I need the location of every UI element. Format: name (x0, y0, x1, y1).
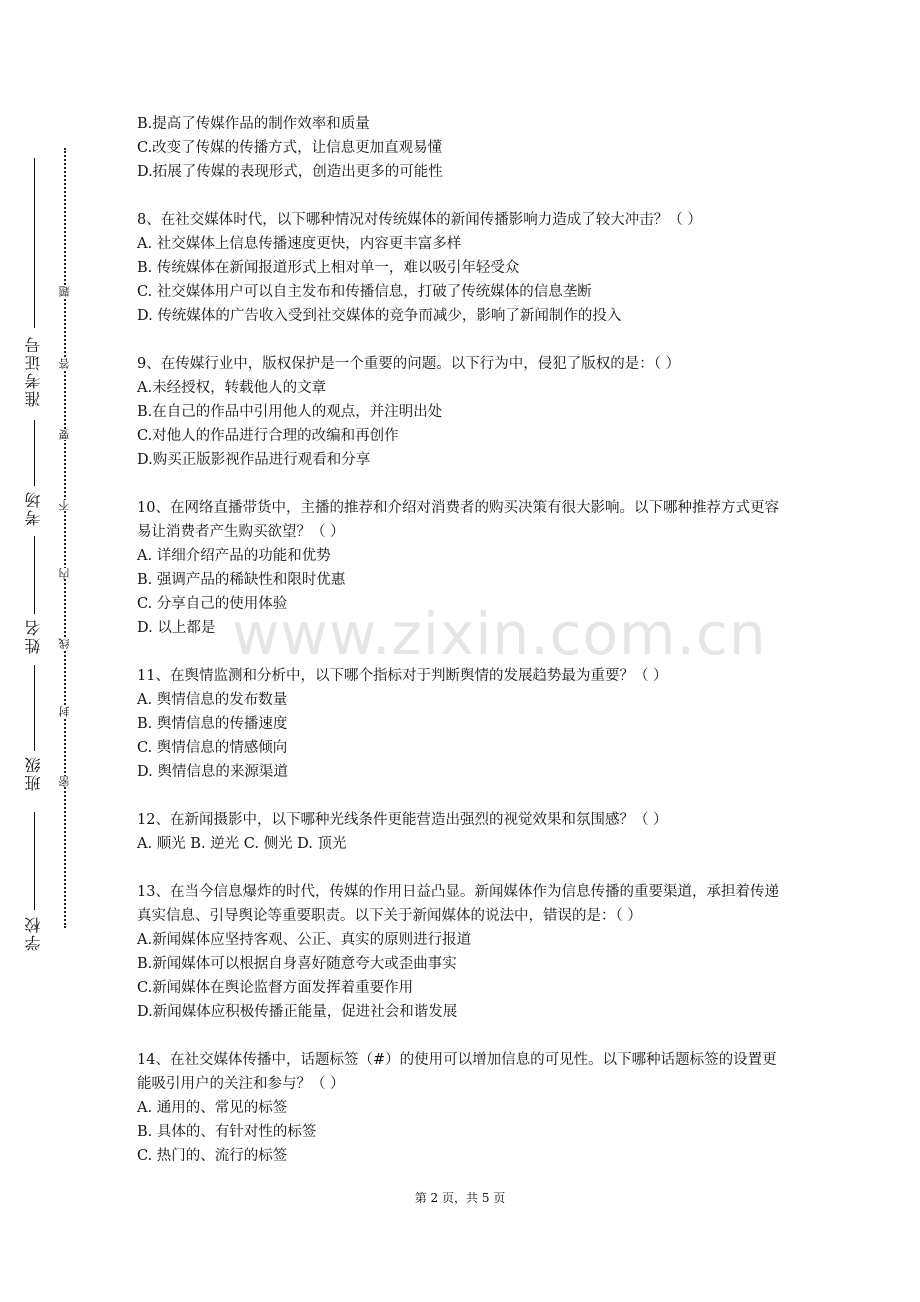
seal-char: 不 (58, 500, 71, 511)
option-line: C.新闻媒体在舆论监督方面发挥着重要作用 (137, 980, 414, 996)
name-label: 姓名 (24, 618, 43, 654)
option-line: C. 社交媒体用户可以自主发布和传播信息，打破了传统媒体的信息垄断 (137, 284, 592, 300)
question-stem: 8、在社交媒体时代，以下哪种情况对传统媒体的新闻传播影响力造成了较大冲击？（ ） (137, 212, 702, 228)
exam-room-label: 考场 (24, 490, 43, 526)
school-line (34, 812, 35, 910)
seal-char: 内 (58, 568, 71, 579)
exam-number-line (34, 158, 35, 328)
option-line: B. 具体的、有针对性的标签 (137, 1124, 317, 1140)
seal-char: 答 (58, 358, 71, 369)
option-line: C. 热门的、流行的标签 (137, 1148, 288, 1164)
question-stem: 12、在新闻摄影中，以下哪种光线条件更能营造出强烈的视觉效果和氛围感？（ ） (137, 812, 668, 828)
option-line: C. 分享自己的使用体验 (137, 596, 288, 612)
question-stem: 14、在社交媒体传播中，话题标签（#）的使用可以增加信息的可见性。以下哪种话题标签的设置更能吸引用户的关注和参与？（ ） (137, 1052, 777, 1092)
option-line: A. 顺光 B. 逆光 C. 侧光 D. 顶光 (137, 836, 347, 852)
seal-dotted-line (64, 148, 66, 928)
option-line: A. 通用的、常见的标签 (137, 1100, 288, 1116)
option-line: B.提高了传媒作品的制作效率和质量 (137, 116, 370, 132)
option-line: D. 以上都是 (137, 620, 216, 636)
option-line: A. 舆情信息的发布数量 (137, 692, 288, 708)
option-line: C. 舆情信息的情感倾向 (137, 740, 288, 756)
class-label: 班级 (24, 755, 43, 791)
school-label: 学校 (24, 915, 43, 951)
option-line: D. 传统媒体的广告收入受到社交媒体的竞争而减少，影响了新闻制作的投入 (137, 308, 622, 324)
option-line: D.购买正版影视作品进行观看和分享 (137, 452, 371, 468)
class-line (34, 665, 35, 751)
seal-char: 封 (58, 706, 71, 717)
exam-content (137, 112, 787, 1168)
option-line: D. 舆情信息的来源渠道 (137, 764, 288, 780)
option-line: C.改变了传媒的传播方式，让信息更加直观易懂 (137, 140, 443, 156)
option-line: B. 舆情信息的传播速度 (137, 716, 288, 732)
option-line: A.未经授权，转载他人的文章 (137, 380, 327, 396)
question-stem: 10、在网络直播带货中，主播的推荐和介绍对消费者的购买决策有很大影响。以下哪种推荐方式更容易让消费者产生购买欲望？（ ） (137, 500, 779, 540)
binding-margin (0, 0, 110, 1302)
name-line (34, 536, 35, 614)
page-footer: 第 2 页，共 5 页 (414, 1191, 506, 1205)
seal-char: 线 (58, 638, 71, 649)
option-line: B. 传统媒体在新闻报道形式上相对单一，难以吸引年轻受众 (137, 260, 520, 276)
question-stem: 13、在当今信息爆炸的时代，传媒的作用日益凸显。新闻媒体作为信息传播的重要渠道，承担着传递真实信息、引导舆论等重要职责。以下关于新闻媒体的说法中，错误的是：（ ） (137, 884, 779, 924)
option-line: C.对他人的作品进行合理的改编和再创作 (137, 428, 399, 444)
option-line: D.拓展了传媒的表现形式，创造出更多的可能性 (137, 164, 443, 180)
option-line: B.新闻媒体可以根据自身喜好随意夸大或歪曲事实 (137, 956, 457, 972)
option-line: D.新闻媒体应积极传播正能量，促进社会和谐发展 (137, 1004, 458, 1020)
option-line: B.在自己的作品中引用他人的观点，并注明出处 (137, 404, 443, 420)
exam-room-line (34, 420, 35, 486)
option-line: A. 详细介绍产品的功能和优势 (137, 548, 331, 564)
seal-char: 密 (58, 776, 71, 787)
question-stem: 11、在舆情监测和分析中，以下哪个指标对于判断舆情的发展趋势最为重要？（ ） (137, 668, 668, 684)
option-line: A.新闻媒体应坚持客观、公正、真实的原则进行报道 (137, 932, 472, 948)
seal-char: 题 (58, 286, 71, 297)
watermark: www.zixin.com.cn (232, 600, 767, 668)
question-stem: 9、在传媒行业中，版权保护是一个重要的问题。以下行为中，侵犯了版权的是：（ ） (137, 356, 681, 372)
exam-number-label: 准考证号 (24, 335, 43, 407)
option-line: A. 社交媒体上信息传播速度更快，内容更丰富多样 (137, 236, 462, 252)
option-line: B. 强调产品的稀缺性和限时优惠 (137, 572, 346, 588)
seal-char: 要 (58, 429, 71, 440)
